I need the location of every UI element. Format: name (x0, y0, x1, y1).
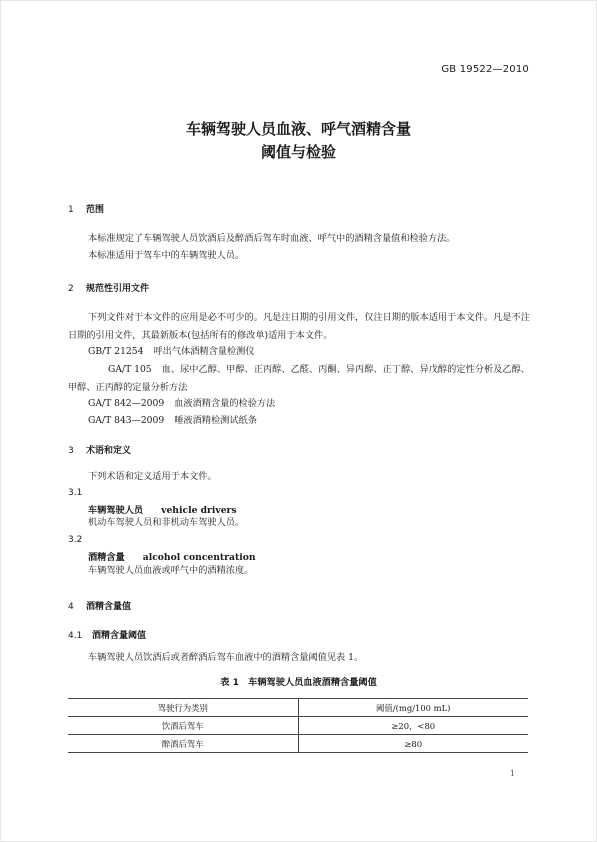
term-en: alcohol concentration (142, 552, 256, 563)
term-number: 3.2 (68, 535, 83, 545)
term-number: 3.1 (68, 488, 83, 498)
term-zh: 车辆驾驶人员 (88, 505, 144, 516)
reference-item (88, 412, 257, 430)
table-header-cell: 驾驶行为类别 (68, 699, 298, 717)
term-zh: 酒精含量 (88, 552, 125, 563)
subsection-4-1-paragraph: 车辆驾驶人员饮酒后或者醉酒后驾车血液中的酒精含量阈值见表 1。 (88, 652, 364, 663)
reference-code: GB/T 21254 (88, 346, 144, 357)
section-title: 范围 (86, 205, 105, 215)
subsection-4-1-heading (68, 628, 146, 641)
table-header-row (68, 699, 528, 717)
term-definition: 车辆驾驶人员血液或呼气中的酒精浓度。 (88, 565, 254, 576)
table-row (68, 735, 528, 753)
section-1-heading (68, 202, 104, 215)
subsection-title: 酒精含量阈值 (92, 631, 147, 641)
table-cell: ≥80 (298, 735, 528, 753)
term-en: vehicle drivers (161, 505, 237, 516)
section-title: 术语和定义 (86, 446, 132, 456)
section-1-paragraph-1: 本标准规定了车辆驾驶人员饮酒后及醉酒后驾车时血液、呼气中的酒精含量值和检验方法。 (88, 233, 456, 244)
section-number: 4 (68, 602, 74, 612)
section-number: 1 (68, 205, 74, 215)
document-title-line2: 阈值与检验 (260, 143, 336, 161)
standard-number: GB 19522—2010 (441, 64, 529, 75)
table-cell: ≥20，<80 (298, 717, 528, 735)
table-row (68, 717, 528, 735)
term-heading (88, 549, 256, 563)
table-cell: 醉酒后驾车 (68, 735, 298, 753)
table-caption: 表 1 车辆驾驶人员血液酒精含量阈值 (220, 677, 377, 688)
section-title: 规范性引用文件 (86, 284, 150, 294)
reference-code: GA/T 843—2009 (88, 415, 165, 426)
section-2-heading (68, 281, 149, 294)
document-title-line1: 车辆驾驶人员血液、呼气酒精含量 (185, 120, 411, 138)
section-1-paragraph-2: 本标准适用于驾车中的车辆驾驶人员。 (88, 250, 245, 261)
section-number: 2 (68, 284, 74, 294)
section-2-paragraph-1: 下列文件对于本文件的应用是必不可少的。凡是注日期的引用文件，仅注日期的版本适用于本文件。凡是不注日期的引用文件，其最新版本(包括所有的修改单)适用于本文件。 (68, 312, 530, 341)
section-number: 3 (68, 446, 74, 456)
reference-title: 血、尿中乙醇、甲醇、正丙醇、乙醛、丙酮、异丙醇、正丁醇、异戊醇的定性分析及乙醇、甲醇、正丙醇的定量分析方法 (68, 364, 530, 393)
reference-title: 呼出气体酒精含量检测仪 (153, 346, 255, 357)
reference-item (68, 361, 530, 397)
table-cell: 饮酒后驾车 (68, 717, 298, 735)
reference-title: 血液酒精含量的检验方法 (174, 398, 276, 409)
section-3-heading (68, 443, 131, 456)
threshold-table (68, 698, 528, 753)
reference-item (88, 343, 255, 361)
reference-code: GA/T 842—2009 (88, 398, 165, 409)
table-header-cell: 阈值/(mg/100 mL) (298, 699, 528, 717)
reference-code: GA/T 105 (108, 364, 152, 375)
reference-title: 唾液酒精检测试纸条 (174, 415, 257, 426)
section-4-heading (68, 599, 131, 612)
subsection-number: 4.1 (68, 631, 83, 641)
section-title: 酒精含量值 (86, 602, 132, 612)
reference-item (88, 395, 275, 413)
term-definition: 机动车驾驶人员和非机动车驾驶人员。 (88, 517, 245, 528)
page-number: 1 (509, 769, 515, 778)
section-3-paragraph-1: 下列术语和定义适用于本文件。 (88, 471, 217, 482)
